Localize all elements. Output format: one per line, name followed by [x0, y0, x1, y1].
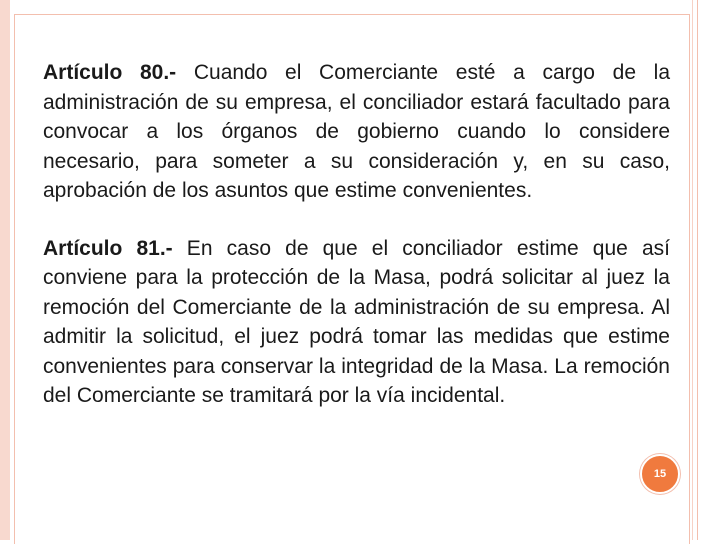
- article-80-heading: Artículo 80.-: [43, 61, 177, 84]
- article-81-text: En caso de que el conciliador estime que así conviene para la protección de la Masa, podrá solicitar al juez la remoción del Comerciante de la administración de su empresa. Al admitir la solicitud, el juez podrá tomar las medidas que estime convenientes para conservar la integridad de la Masa. La remoción del Comerciante se tramitará por la vía incidental.: [43, 236, 670, 407]
- article-80-text: Cuando el Comerciante esté a cargo de la administración de su empresa, el conciliador estará facultado para convocar a los órganos de gobierno cuando lo considere necesario, para someter a su consideración y, en su caso, aprobación de los asuntos que estime convenientes.: [43, 61, 670, 202]
- document-body: [43, 58, 670, 439]
- article-81-heading: Artículo 81.-: [43, 236, 173, 260]
- right-border-line: [697, 0, 698, 540]
- article-80-paragraph: [43, 58, 670, 206]
- page-number-badge: 15: [640, 454, 680, 494]
- right-border-line-inner: [692, 0, 693, 540]
- article-81-paragraph: [43, 234, 670, 411]
